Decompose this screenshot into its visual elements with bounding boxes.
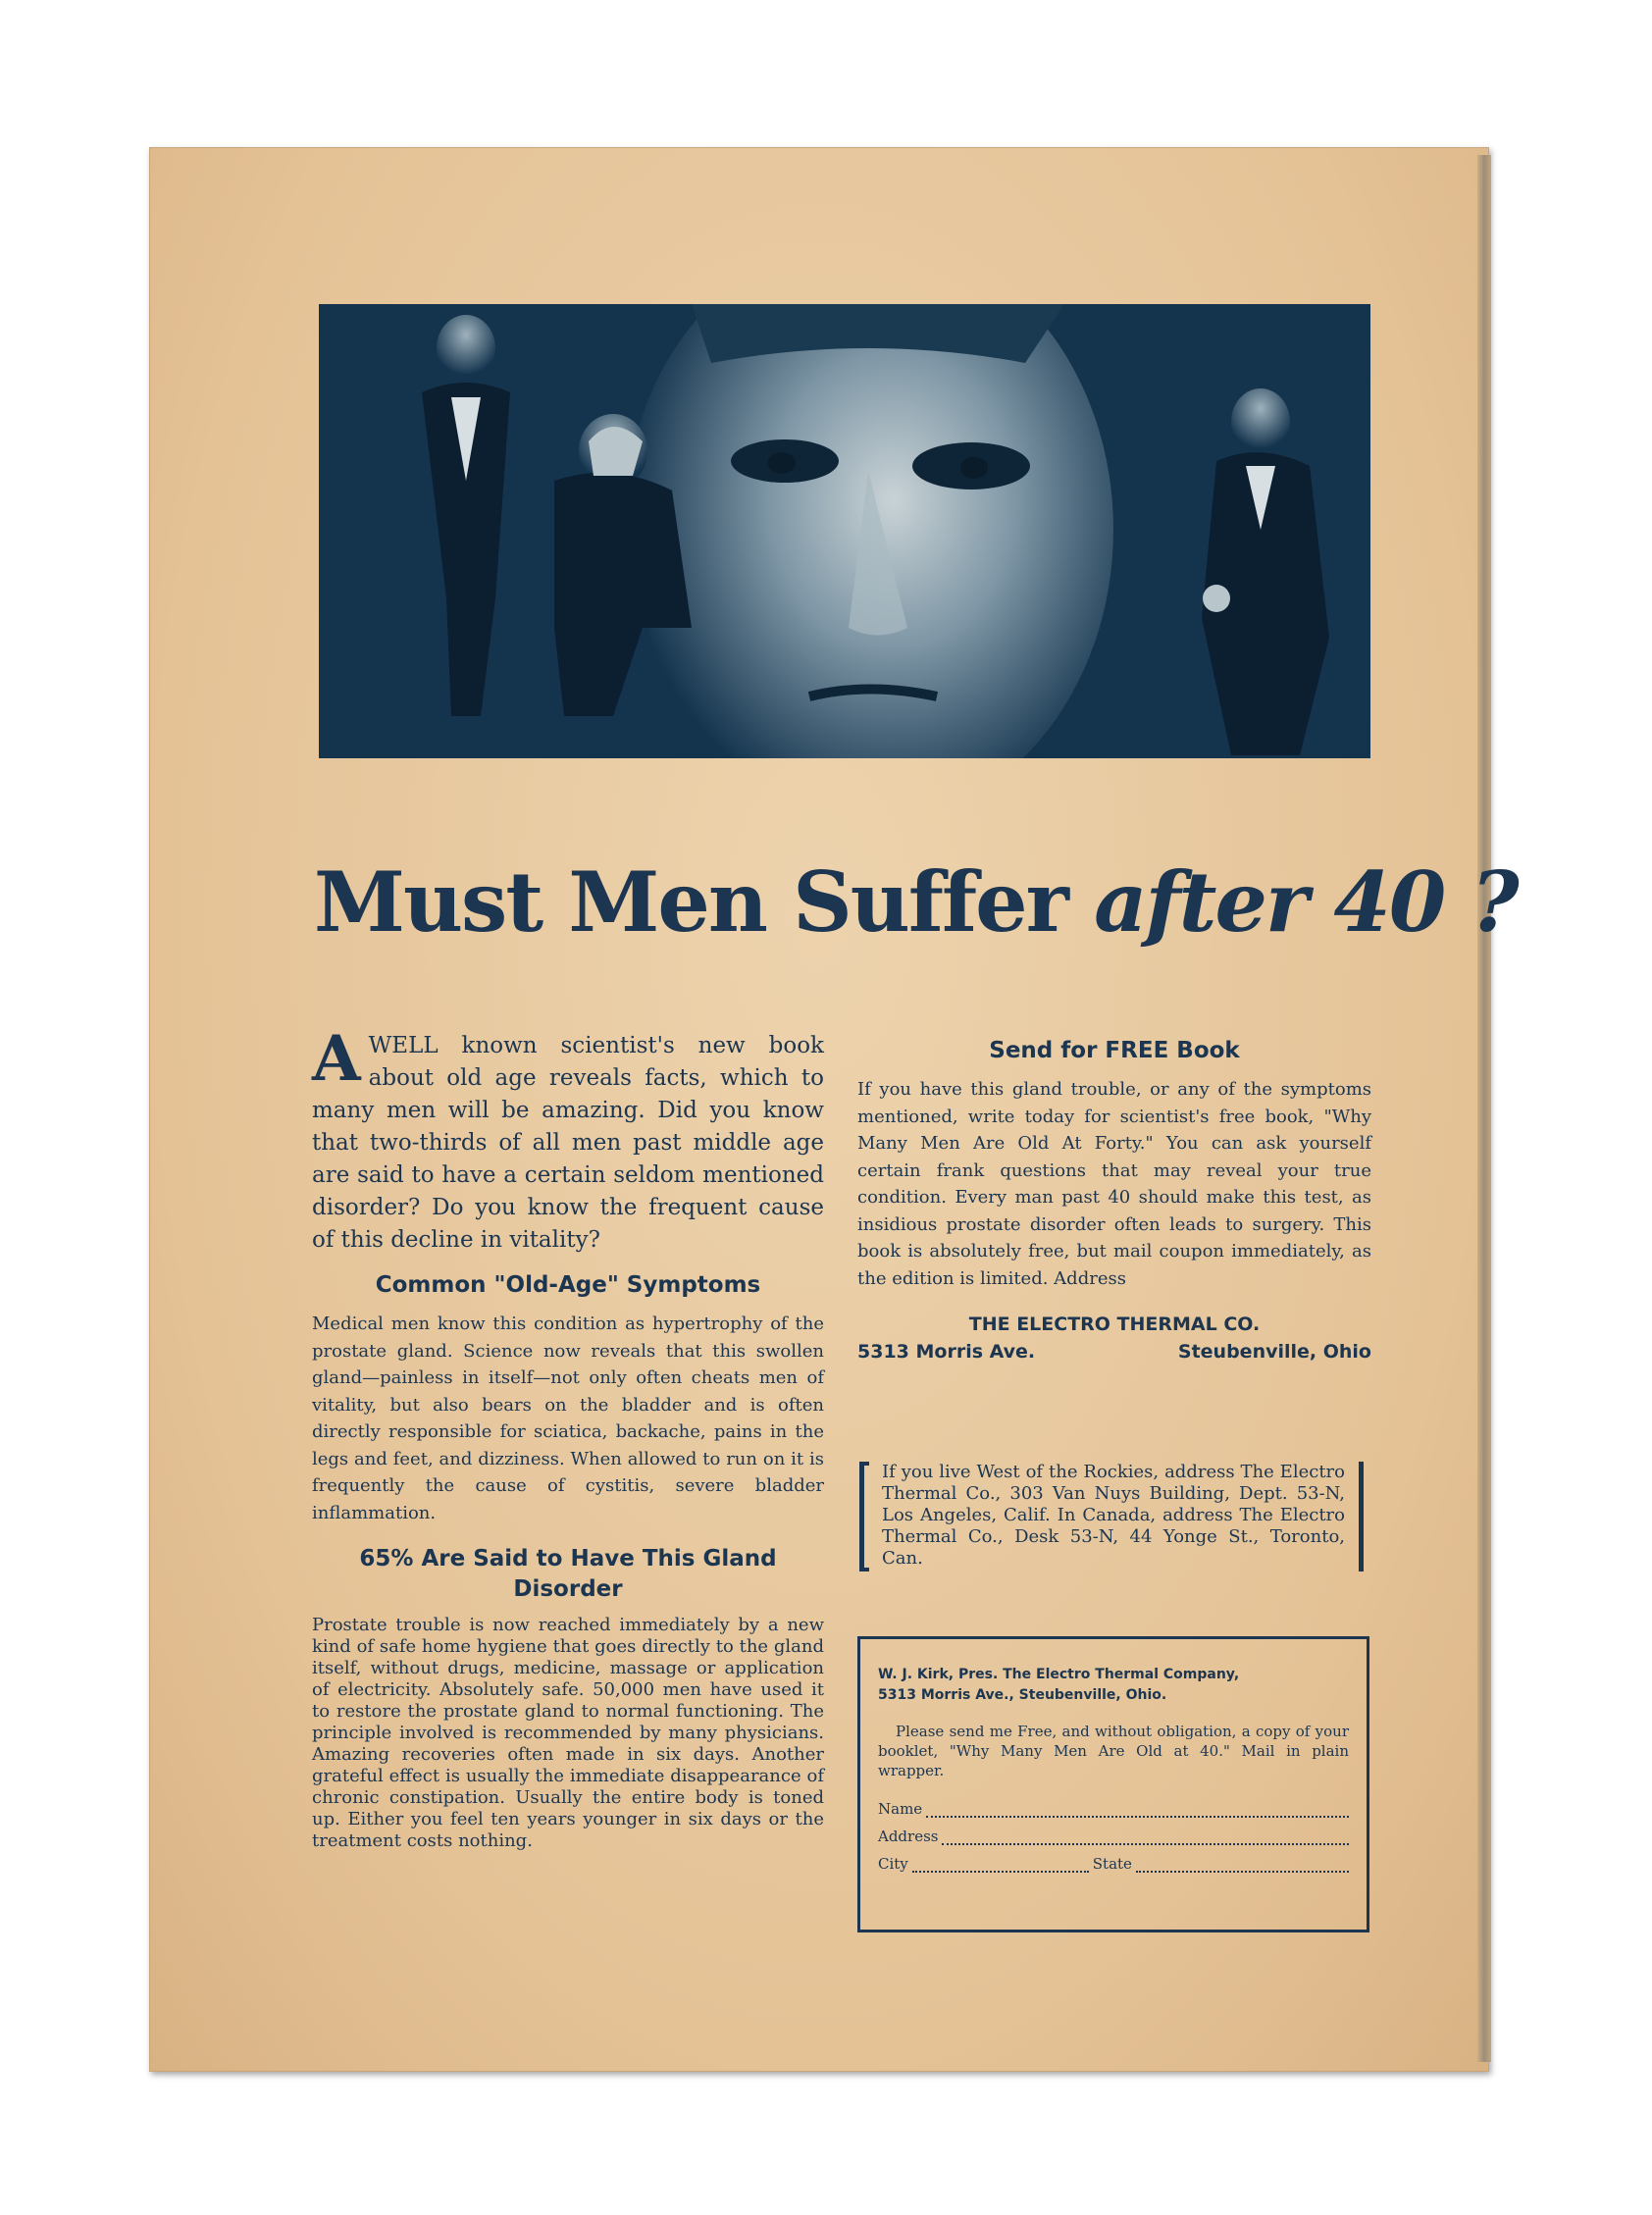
intro-paragraph xyxy=(312,1022,824,1257)
subhead-symptoms: Common "Old-Age" Symptoms xyxy=(375,1272,761,1298)
city-label: City xyxy=(878,1855,908,1873)
headline xyxy=(314,853,1518,951)
intro-text: WELL known scientist's new book about old age reveals facts, which to many men will be amazing. Did you know that two-thirds of all men past middle age are said to have a certain seldom mentioned disorder? Do you know the frequent cause of this decline in vitality? xyxy=(312,1033,824,1253)
address-label: Address xyxy=(878,1828,939,1845)
coupon-name-field xyxy=(878,1800,1349,1818)
mail-coupon xyxy=(857,1636,1369,1932)
coupon-address-field xyxy=(878,1828,1349,1845)
page-spine xyxy=(1477,155,1491,2062)
left-column xyxy=(312,1022,824,1852)
west-address-box xyxy=(859,1462,1364,1571)
west-address-text: If you live West of the Rockies, address The Electro Thermal Co., 303 Van Nuys Building, Dept. 53-N, Los Angeles, Calif. In Canada, address The Electro Thermal Co., Desk 53-N, 44 Yonge St., Toronto, Can. xyxy=(882,1462,1345,1569)
drop-cap: A xyxy=(312,1022,361,1096)
company-address xyxy=(857,1341,1371,1363)
state-label: State xyxy=(1092,1855,1132,1873)
company-name: THE ELECTRO THERMAL CO. xyxy=(968,1314,1261,1335)
headline-main: Must Men Suffer xyxy=(314,853,1067,951)
right-column xyxy=(857,1030,1371,1363)
subhead-gland-disorder: 65% Are Said to Have This Gland Disorder xyxy=(359,1546,777,1602)
subhead-free-book: Send for FREE Book xyxy=(989,1038,1240,1063)
company-city: Steubenville, Ohio xyxy=(1177,1341,1371,1363)
free-book-paragraph: If you have this gland trouble, or any of the symptoms mentioned, write today for scientist's free book, "Why Many Men Are Old At Forty." You can ask yourself certain frank questions that may reveal your true condition. Every man past 40 should make this test, as insidious prostate disorder often leads to surgery. This book is absolutely free, but mail coupon immediately, as the edition is limited. Address xyxy=(857,1079,1371,1289)
coupon-request-text: Please send me Free, and without obligation, a copy of your booklet, "Why Many Men Are Old at 40." Mail in plain wrapper. xyxy=(878,1723,1349,1779)
company-street: 5313 Morris Ave. xyxy=(857,1341,1036,1363)
name-label: Name xyxy=(878,1800,923,1818)
coupon-addressee-line1: W. J. Kirk, Pres. The Electro Thermal Company, xyxy=(878,1667,1240,1682)
treatment-paragraph: Prostate trouble is now reached immediately by a new kind of safe home hygiene that goes directly to the gland itself, without drugs, medicine, massage or application of electricity. Absolutely safe. 50,000 men have used it to restore the prostate gland to normal functioning. The principle involved is recommended by many physicians. Amazing recoveries often made in six days. Another grateful effect is usually the immediate disappearance of chronic constipation. Usually the entire body is toned up. Either you feel ten years younger in six days or the treatment costs nothing. xyxy=(312,1615,824,1851)
photo-illustration xyxy=(319,304,1370,758)
headline-italic: after 40 ? xyxy=(1094,853,1518,951)
photo-banner xyxy=(319,304,1370,758)
coupon-city-state-field xyxy=(878,1855,1349,1873)
symptoms-paragraph: Medical men know this condition as hypertrophy of the prostate gland. Science now reveals that this swollen gland—painless in itself—not only often cheats men of vitality, but also bears on the bladder and is often directly responsible for sciatica, backache, pains in the legs and feet, and dizziness. When allowed to run on it is frequently the cause of cystitis, severe bladder inflammation. xyxy=(312,1314,824,1523)
coupon-addressee-line2: 5313 Morris Ave., Steubenville, Ohio. xyxy=(878,1687,1167,1703)
